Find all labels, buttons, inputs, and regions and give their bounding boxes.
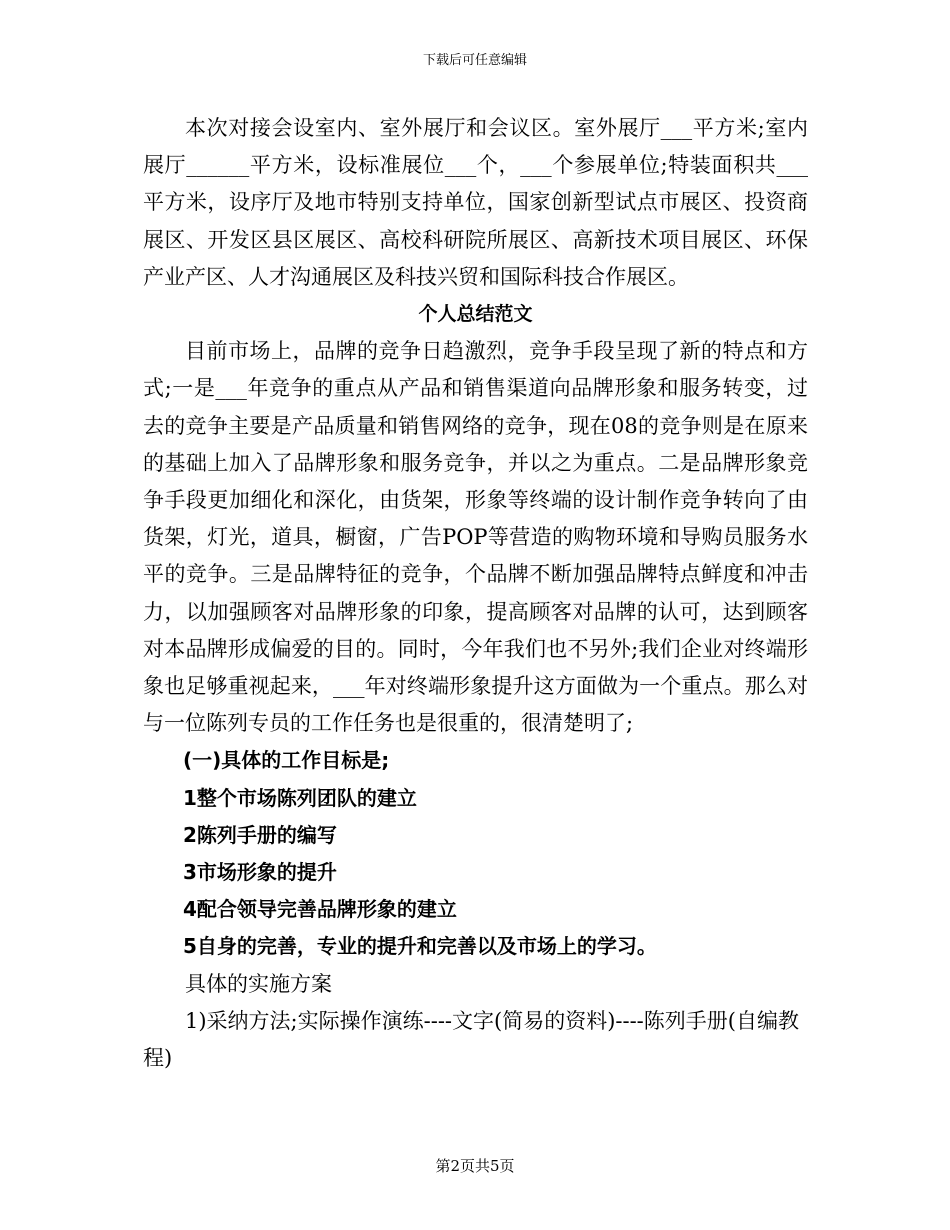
- goal-item: 1整个市场陈列团队的建立: [183, 785, 417, 810]
- page-number: 第2页共5页: [435, 1157, 515, 1175]
- goal-item: 2陈列手册的编写: [183, 822, 337, 847]
- goal-item: 5自身的完善，专业的提升和完善以及市场上的学习。: [183, 934, 657, 959]
- page-header: 下载后可任意编辑: [422, 53, 527, 68]
- paragraph-exhibition: 本次对接会设室内、室外展厅和会议区。室外展厅___平方米;室内展厅______平方米，设标准展位___个，___个参展单位;特装面积共___平方米，设序厅及地市特别支持单位，国家创新型试点市展区、投资商展区、开发区县区展区、高校科研院所展区、高新技术项目展区、环保产业产区、人才沟通展区及科技兴贸和国际科技合作展区。: [143, 116, 808, 289]
- paragraph-market: 目前市场上，品牌的竞争日趋激烈，竞争手段呈现了新的特点和方式;一是___年竞争的重点从产品和销售渠道向品牌形象和服务转变，过去的竞争主要是产品质量和销售网络的竞争，现在08的竞争则是在原来的基础上加入了品牌形象和服务竞争，并以之为重点。二是品牌形象竞争手段更加细化和深化，由货架，形象等终端的设计制作竞争转向了由货架，灯光，道具，橱窗，广告POP等营造的购物环境和导购员服务水平的竞争。三是品牌特征的竞争，个品牌不断加强品牌特点鲜度和冲击力，以加强顾客对品牌形象的印象，提高顾客对品牌的认可，达到顾客对本品牌形成偏爱的目的。同时，今年我们也不另外;我们企业对终端形象也足够重视起来，___年对终端形象提升这方面做为一个重点。那么对与一位陈列专员的工作任务也是很重的，很清楚明了;: [143, 339, 808, 736]
- section-title: 个人总结范文: [418, 303, 533, 326]
- goal-item: 3市场形象的提升: [183, 860, 337, 885]
- goals-list: [143, 742, 808, 965]
- goal-item: 4配合领导完善品牌形象的建立: [183, 897, 457, 922]
- plan-heading: 具体的实施方案: [185, 971, 332, 996]
- document-body: [143, 110, 808, 1077]
- plan-item: 1)采纳方法;实际操作演练----文字(简易的资料)----陈列手册(自编教程): [143, 1008, 799, 1071]
- goal-item: (一)具体的工作目标是;: [183, 748, 390, 773]
